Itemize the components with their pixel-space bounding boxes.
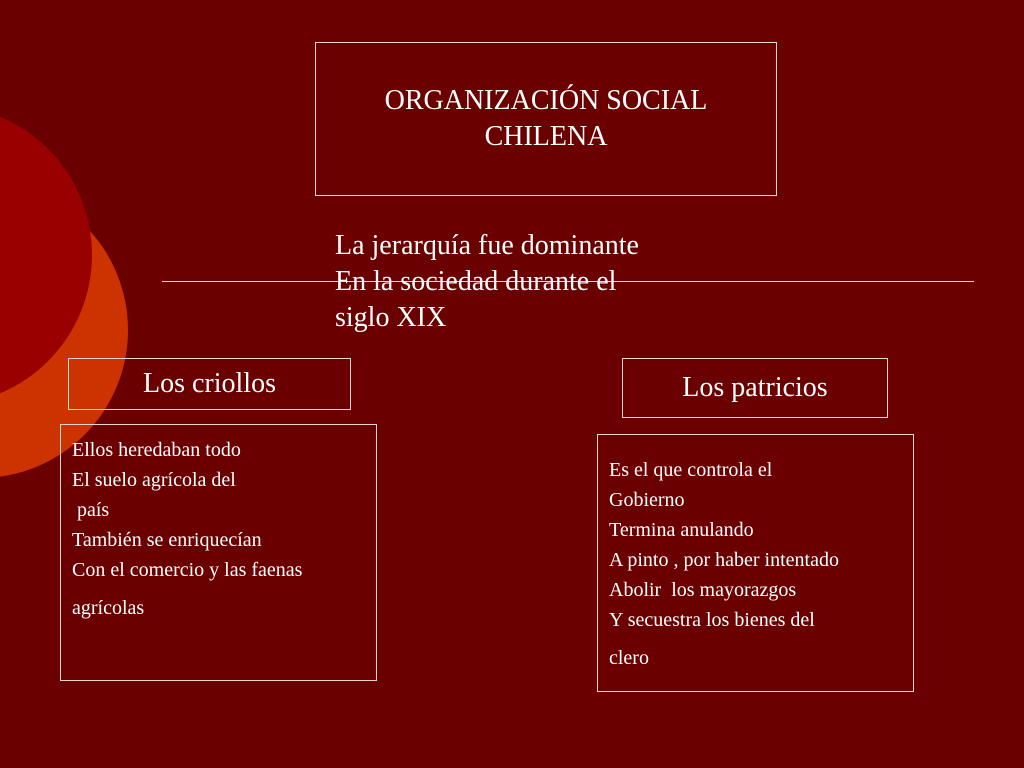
criollos-line: Ellos heredaban todo xyxy=(72,439,241,461)
patricios-line: Abolir los mayorazgos xyxy=(609,579,797,601)
criollos-line: También se enriquecían xyxy=(72,529,262,551)
criollos-description-box xyxy=(60,424,377,681)
subtitle-line-3: siglo XIX xyxy=(335,302,447,333)
criollos-line: agrícolas xyxy=(72,597,145,619)
patricios-line: clero xyxy=(609,647,649,669)
patricios-line: Termina anulando xyxy=(609,519,754,541)
subtitle-line-1: La jerarquía fue dominante xyxy=(335,230,639,261)
patricios-line: A pinto , por haber intentado xyxy=(609,549,839,571)
patricios-line: Y secuestra los bienes del xyxy=(609,609,815,631)
patricios-line: Es el que controla el xyxy=(609,459,773,481)
criollos-line: país xyxy=(72,499,110,521)
title-box xyxy=(315,42,777,196)
criollos-heading-box xyxy=(68,358,351,410)
patricios-line: Gobierno xyxy=(609,489,685,511)
patricios-description-box xyxy=(597,434,914,692)
criollos-heading: Los criollos xyxy=(143,368,276,399)
criollos-line: Con el comercio y las faenas xyxy=(72,559,303,581)
patricios-heading: Los patricios xyxy=(682,372,828,403)
criollos-line: El suelo agrícola del xyxy=(72,469,236,491)
title-line-1: ORGANIZACIÓN SOCIAL xyxy=(384,85,708,116)
subtitle-line-2: En la sociedad durante el xyxy=(335,266,617,297)
patricios-heading-box xyxy=(622,358,888,418)
subtitle-text xyxy=(335,228,639,336)
title-line-2: CHILENA xyxy=(484,121,608,152)
